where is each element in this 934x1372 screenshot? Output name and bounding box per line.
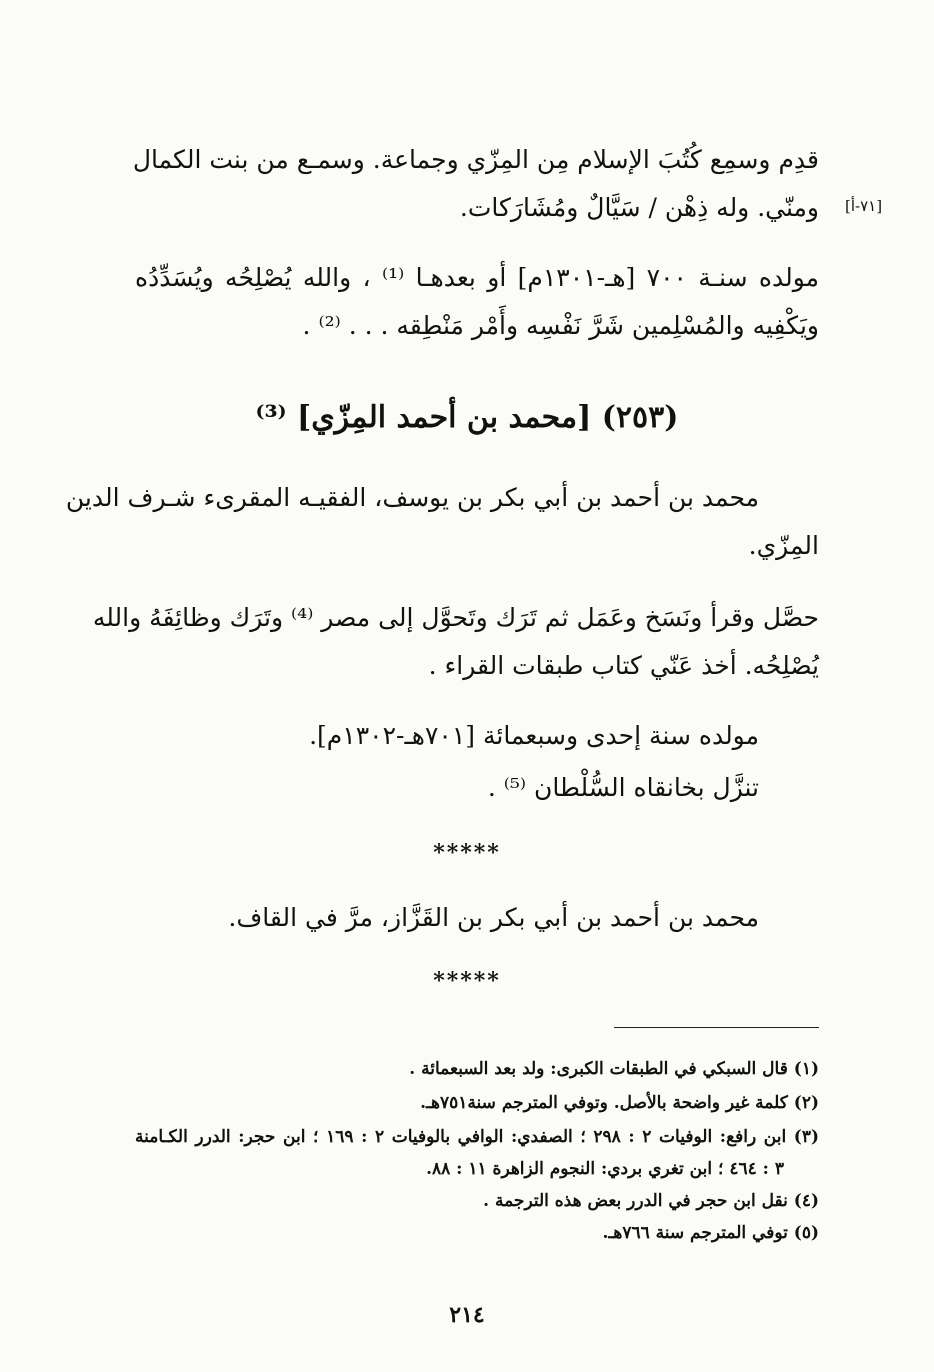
section-separator-1: ***** [433,840,501,866]
para3-line1: محمد بن أحمد بن أبي بكر بن يوسف، الفقيـه المقرىء شـرف الدين [65,483,759,512]
entry-heading: (٢٥٣) [محمد بن أحمد المِزّي] ⁽³⁾ [255,400,679,435]
footnote-1: (١) قال السبكي في الطبقات الكبرى: ولد بعد السبعمائة . [409,1059,819,1079]
footnote-rule [614,1027,819,1028]
footnote-3a: (٣) ابن رافع: الوفيات ٢ : ٢٩٨ ؛ الصفدي: الوافي بالوفيات ٢ : ١٦٩ ؛ ابن حجر: الدرر الكـامنة [135,1127,820,1147]
footnote-5: (٥) توفي المترجم سنة ٧٦٦هـ. [602,1223,819,1243]
para4-line1: حصَّل وقرأ ونَسَخ وعَمَل ثم تَرَك وتَحوَّل إلى مصر ⁽⁴⁾ وتَرَك وظائِفَهُ والله [92,603,819,632]
para6: محمد بن أحمد بن أبي بكر بن القَزَّاز، مرَّ في القاف. [228,903,759,932]
section-separator-2: ***** [433,968,501,994]
para1-line1: قدِم وسمِع كُتُبَ الإسلام مِن المِزّي وجماعة. وسمـع من بنت الكمال [132,145,819,174]
page-number: ٢١٤ [449,1302,485,1328]
para5-line1: مولده سنة إحدى وسبعمائة [٧٠١هـ-١٣٠٢م]. [309,721,759,750]
para3-line2: المِزّي. [748,531,819,560]
footnote-3b: ٣ : ٤٦٤ ؛ ابن تغري بردي: النجوم الزاهرة ١١ : ٨٨. [426,1159,784,1179]
para5-line2: تنزَّل بخانقاه السُّلْطان ⁽⁵⁾ . [487,773,759,802]
para2-line1: مولده سنـة ٧٠٠ [هـ-١٣٠١م] أو بعدهـا ⁽¹⁾ ، والله يُصْلِحُه ويُسَدِّدُه [135,263,820,292]
margin-folio-reference: [٧١-أ] [845,197,883,215]
para1-line2: ومنّي. وله ذِهْن / سَيَّالٌ ومُشَارَكات. [459,193,819,222]
para4-line2: يُصْلِحُه. أخذ عَنّي كتاب طبقات القراء . [428,651,819,680]
footnote-4: (٤) نقل ابن حجر في الدرر بعض هذه الترجمة . [483,1191,819,1211]
para2-line2: ويَكْفِيه والمُسْلِمين شَرَّ نَفْسِه وأَمْر مَنْطِقه . . . ⁽²⁾ . [302,311,819,340]
footnote-2: (٢) كلمة غير واضحة بالأصل. وتوفي المترجم سنة٧٥١هـ. [420,1093,819,1113]
